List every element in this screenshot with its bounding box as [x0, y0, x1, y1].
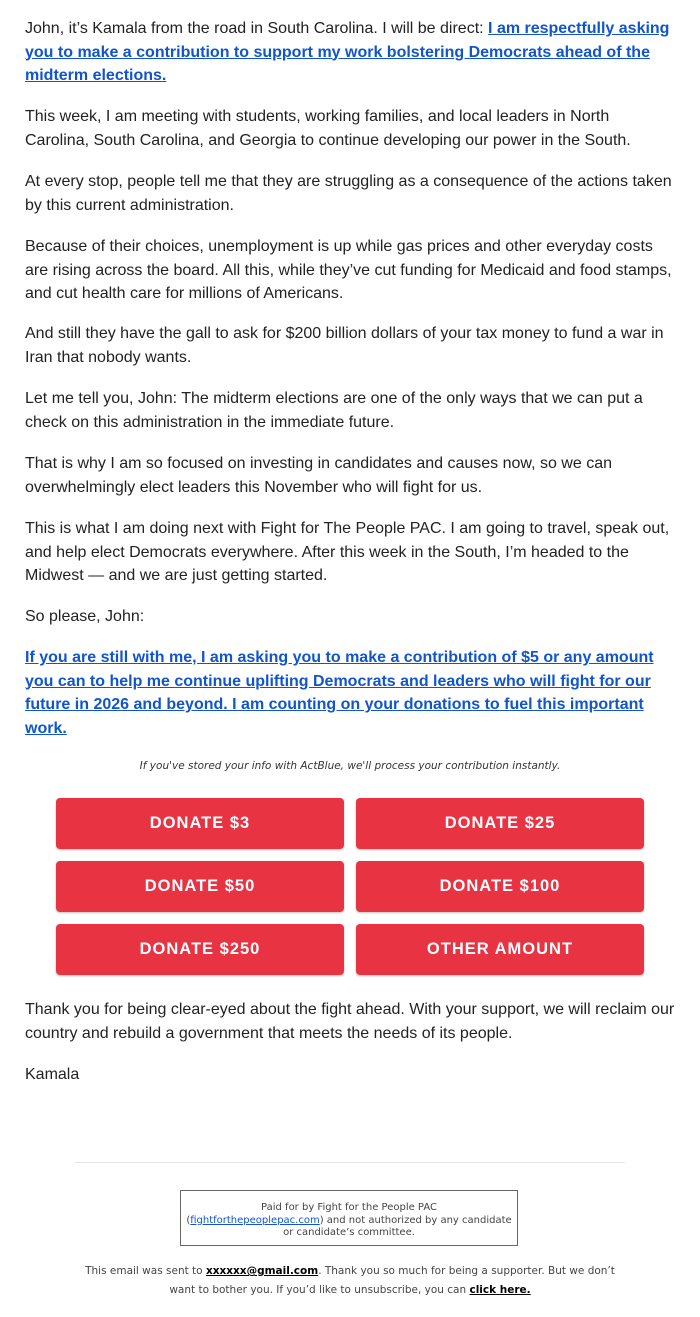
- contribution-request-link[interactable]: I am respectfully asking you to make a contribution to support my work bolstering Democrats ahead of the midterm elections.: [25, 20, 670, 84]
- ask-paragraph: [25, 646, 675, 740]
- paid-for-disclaimer: [180, 1190, 518, 1246]
- body-paragraph: That is why I am so focused on investing in candidates and causes now, so we can overwhelmingly elect leaders this November who will fight for us.: [25, 455, 612, 496]
- body-paragraph: Let me tell you, John: The midterm elections are one of the only ways that we can put a check on this administration in the immediate future.: [25, 390, 643, 431]
- pac-website-link[interactable]: fightforthepeoplepac.com: [190, 1214, 320, 1226]
- intro-paragraph: [25, 17, 675, 88]
- body-paragraph: So please, John:: [25, 608, 145, 625]
- body-paragraph: This is what I am doing next with Fight for The People PAC. I am going to travel, speak out, and help elect Democrats everywhere. After this week in the South, I’m headed to the Midwest — and we are just getting started.: [25, 520, 670, 584]
- divider: [75, 1162, 625, 1163]
- paid-for-rest: ) and not authorized by any candidate or candidate’s committee.: [283, 1214, 512, 1238]
- actblue-note: If you've stored your info with ActBlue, we'll process your contribution instantly.: [139, 760, 561, 772]
- donate-50-button[interactable]: DONATE $50: [56, 861, 344, 912]
- donation-ask-link[interactable]: If you are still with me, I am asking you to make a contribution of $5 or any amount you can to help me continue uplifting Democrats and leaders who will fight for our future in 2026 and beyond. I am counting on your donations to fuel this important work.: [25, 649, 654, 737]
- signature: Kamala: [25, 1066, 80, 1083]
- donate-100-button[interactable]: DONATE $100: [356, 861, 644, 912]
- body-paragraph: This week, I am meeting with students, working families, and local leaders in North Carolina, South Carolina, and Georgia to continue developing our power in the South.: [25, 108, 631, 149]
- recipient-email-link[interactable]: xxxxxx@gmail.com: [205, 1265, 319, 1277]
- footer-text: . Thank you so much for being a supporter. But we don’t want to bother you. If you’d like to unsubscribe, you can: [169, 1265, 615, 1296]
- donate-25-button[interactable]: DONATE $25: [356, 798, 644, 849]
- footer-sent-to: This email was sent to: [85, 1265, 206, 1277]
- body-paragraph: At every stop, people tell me that they are struggling as a consequence of the actions taken by this current administration.: [25, 173, 672, 214]
- donate-250-button[interactable]: DONATE $250: [56, 924, 344, 975]
- paren-open: (: [186, 1214, 191, 1226]
- body-paragraph: Because of their choices, unemployment is up while gas prices and other everyday costs are rising across the board. All this, while they’ve cut funding for Medicaid and food stamps, and cut health care for millions of Americans.: [25, 238, 672, 302]
- unsubscribe-link[interactable]: click here.: [469, 1284, 531, 1296]
- donate-3-button[interactable]: DONATE $3: [56, 798, 344, 849]
- closing-paragraph: Thank you for being clear-eyed about the fight ahead. With your support, we will reclaim our country and rebuild a government that meets the needs of its people.: [25, 1001, 675, 1042]
- paid-for-line: Paid for by Fight for the People PAC: [261, 1202, 437, 1213]
- body-paragraph: And still they have the gall to ask for $200 billion dollars of your tax money to fund a war in Iran that nobody wants.: [25, 325, 664, 366]
- footer: [80, 1262, 620, 1300]
- other-amount-button[interactable]: OTHER AMOUNT: [356, 924, 644, 975]
- intro-text: John, it’s Kamala from the road in South Carolina. I will be direct:: [25, 20, 489, 37]
